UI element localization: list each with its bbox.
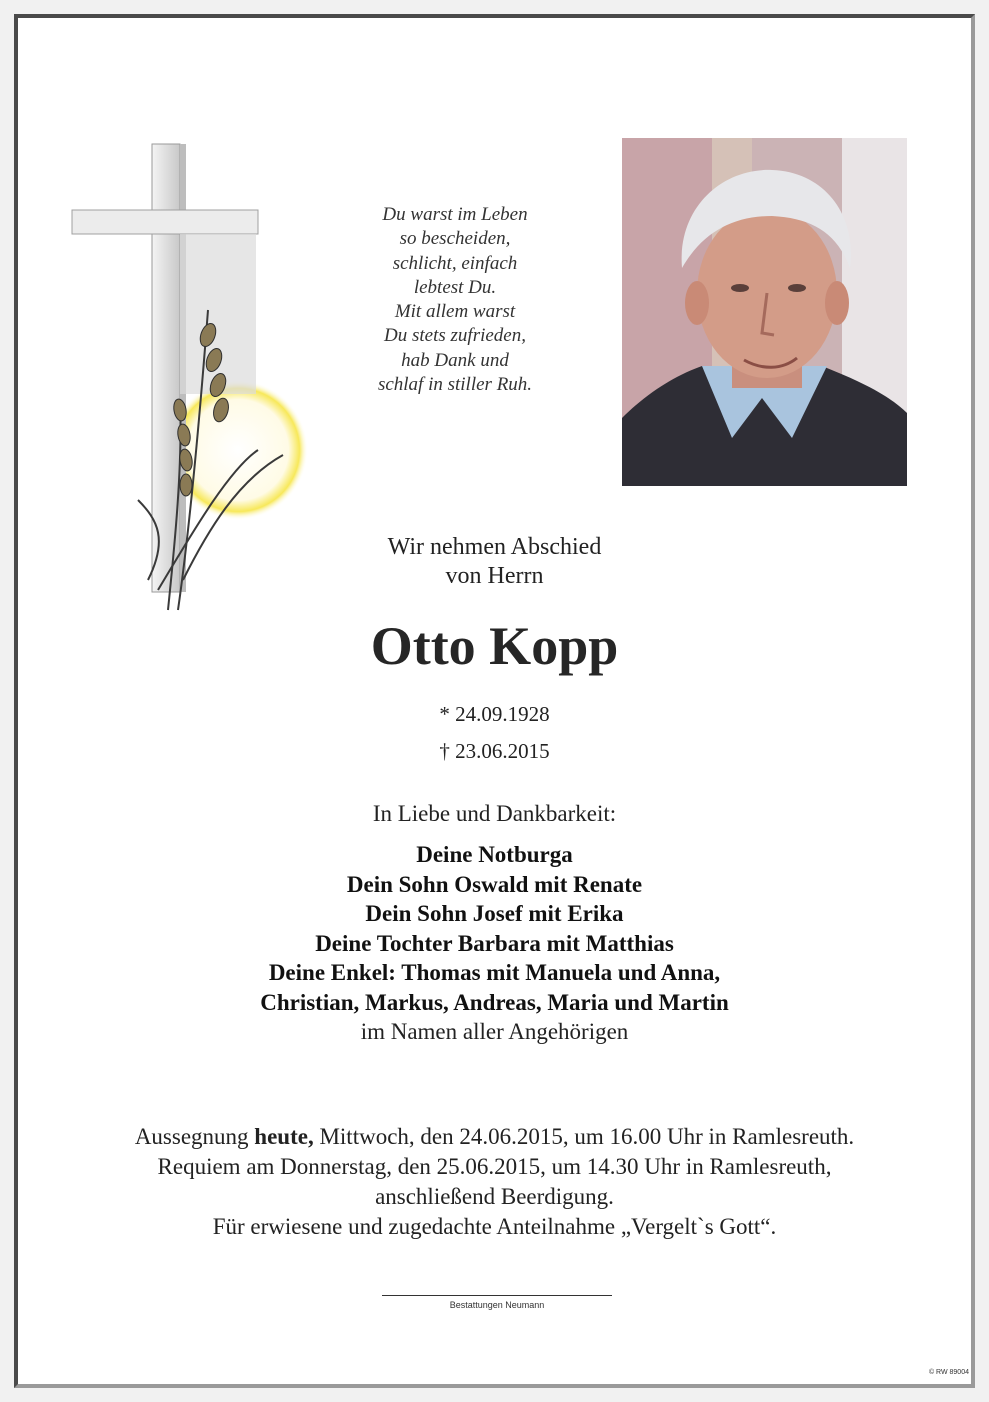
mourner-line: Deine Tochter Barbara mit Matthias (315, 930, 674, 956)
mourner-line: Christian, Markus, Andreas, Maria und Martin (260, 989, 729, 1015)
farewell-text (0, 533, 989, 591)
birth-date: * 24.09.1928 (439, 702, 550, 726)
service-prefix: Aussegnung (134, 1124, 255, 1149)
service-line-funeral-blessing (0, 1122, 989, 1152)
service-suffix: Mittwoch, den 24.06.2015, um 16.00 Uhr in Ramlesreuth. (313, 1124, 855, 1149)
service-line-burial: anschließend Beerdigung. (375, 1184, 614, 1209)
verse-line: schlaf in stiller Ruh. (377, 374, 533, 396)
verse-line: lebtest Du. (413, 276, 497, 298)
deceased-name: Otto Kopp (370, 616, 619, 676)
mourners-list (0, 840, 989, 1047)
service-info (0, 1122, 989, 1242)
verse-line: hab Dank und (401, 349, 509, 371)
mourner-line: Dein Sohn Josef mit Erika (365, 901, 624, 926)
mourner-line: Dein Sohn Oswald mit Renate (346, 871, 643, 897)
undertaker-name: Bestattungen Neumann (449, 1300, 545, 1310)
farewell-line: Wir nehmen Abschied (387, 534, 602, 560)
verse-line: schlicht, einfach (392, 252, 518, 274)
service-line-requiem: Requiem am Donnerstag, den 25.06.2015, um 14.30 Uhr in Ramlesreuth, (157, 1154, 832, 1179)
memorial-verse (340, 203, 570, 397)
mourner-line: Deine Enkel: Thomas mit Manuela und Anna, (268, 960, 721, 985)
mourner-line: Deine Notburga (416, 842, 573, 867)
verse-line: Mit allem warst (394, 301, 516, 323)
service-today: heute, (254, 1124, 314, 1149)
mourners-intro: In Liebe und Dankbarkeit: (372, 801, 617, 826)
mourners-closing: im Namen aller Angehörigen (360, 1019, 629, 1044)
verse-line: so bescheiden, (399, 228, 511, 250)
signature-divider (382, 1295, 612, 1296)
verse-line: Du warst im Leben (382, 204, 528, 225)
death-date: † 23.06.2015 (439, 739, 550, 763)
farewell-line: von Herrn (445, 563, 544, 589)
verse-line: Du stets zufrieden, (384, 325, 526, 347)
service-line-thanks: Für erwiesene und zugedachte Anteilnahme „Vergelt`s Gott“. (212, 1214, 777, 1239)
print-code: © RW 89004 (928, 1369, 969, 1376)
portrait-photo (622, 138, 907, 486)
sun-glow (168, 380, 308, 520)
